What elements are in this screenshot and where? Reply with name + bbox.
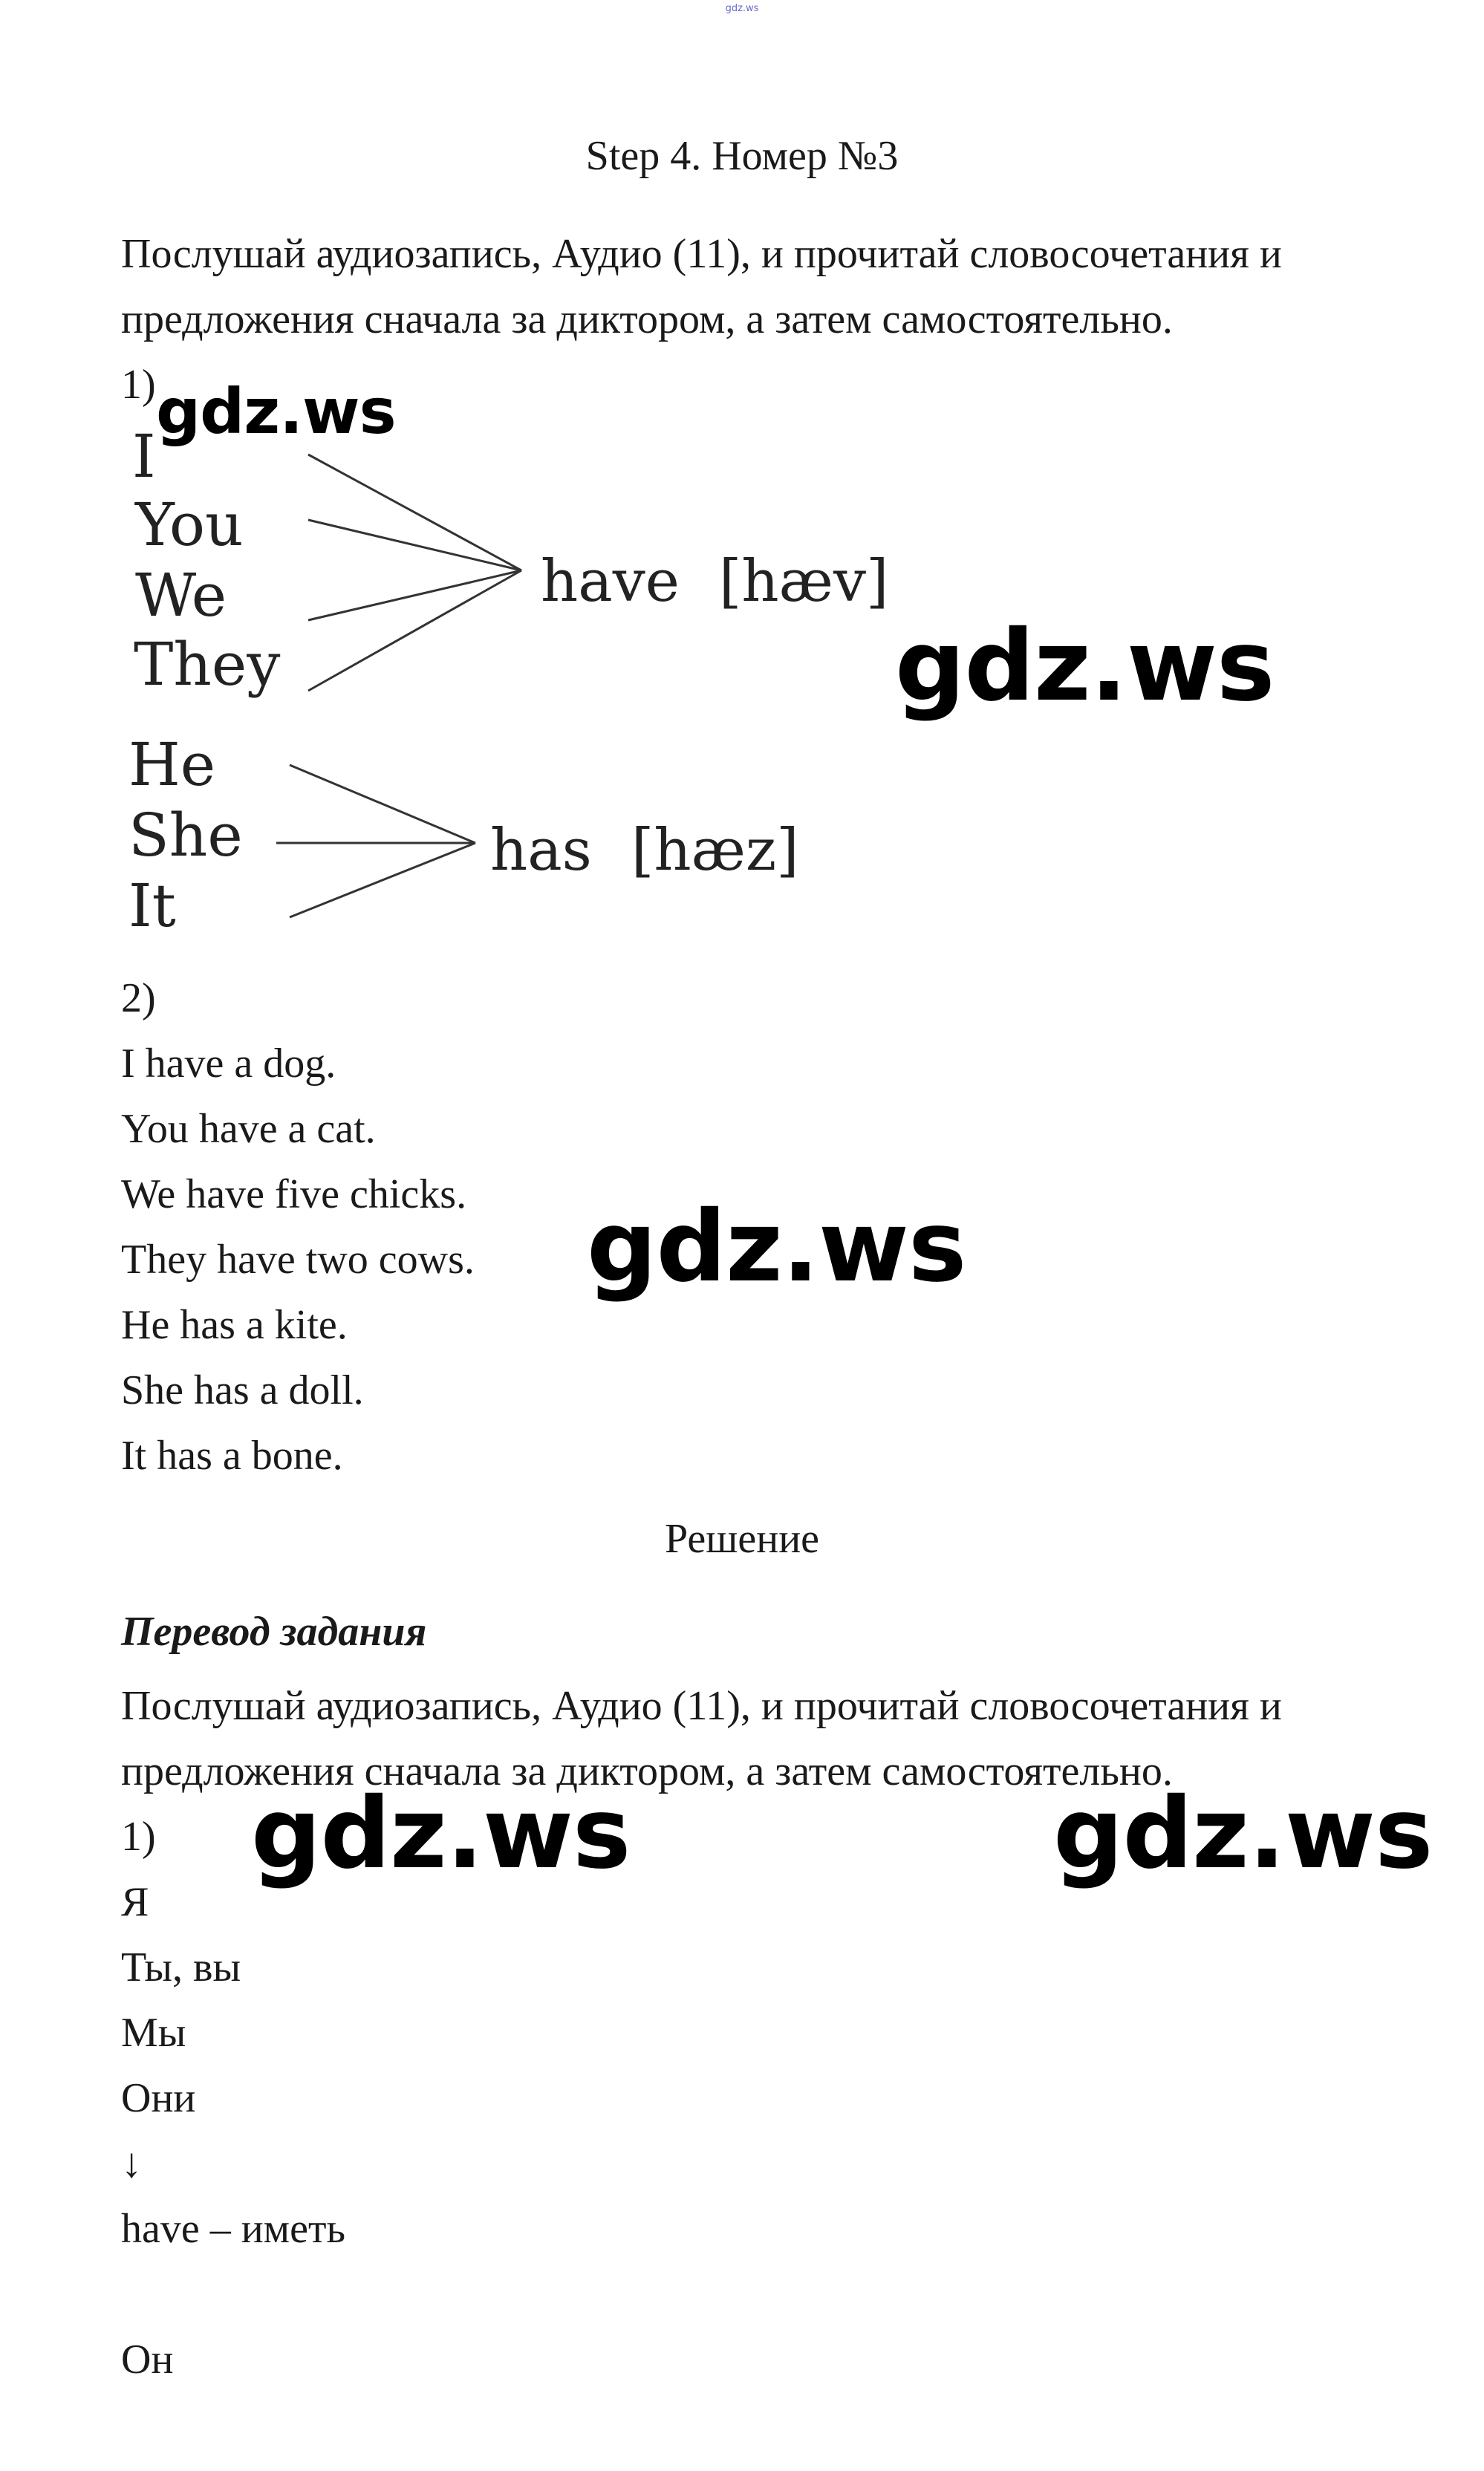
pronoun-i: I [132,422,156,491]
connector-line-we [308,570,521,620]
sentence-4: They have two cows. [121,1237,475,1283]
translation-heading: Перевод задания [121,1609,427,1655]
watermark-1: gdz.ws [156,375,396,448]
part1-label: 1) [121,362,156,408]
sentence-2: You have a cat. [121,1106,376,1152]
transcription-has: [hæz] [631,817,799,884]
ru-pronoun-ya: Я [121,1879,149,1925]
ru-pronoun-on: Он [121,2337,174,2383]
connector-line-i [308,455,521,570]
pronoun-it: It [128,871,176,940]
watermark-2: gdz.ws [895,609,1275,723]
pronoun-they: They [134,630,281,699]
instruction-line-1: Послушай аудиозапись, Аудио (11), и прочитай словосочетания и [121,231,1282,277]
sentence-7: It has a bone. [121,1433,343,1479]
watermark-5: gdz.ws [1053,1777,1433,1891]
sentence-5: He has a kite. [121,1302,348,1348]
page-title: Step 4. Номер №3 [585,133,899,179]
part2-label: 2) [121,975,156,1021]
transcription-have: [hæv] [719,548,889,615]
connector-line-it [290,843,475,917]
verb-have: have [541,548,680,615]
ru-pronoun-oni: Они [121,2075,196,2121]
instruction-line-2: предложения сначала за диктором, а затем самостоятельно. [121,296,1173,342]
tiny-watermark: gdz.ws [725,3,759,14]
pronoun-we: We [135,561,227,630]
watermark-3: gdz.ws [587,1190,966,1304]
down-arrow-icon: ↓ [121,2140,142,2187]
connector-line-they [308,570,521,691]
connector-line-he [290,765,475,843]
pronoun-he: He [128,730,216,799]
ru-pronoun-my: Мы [121,2010,186,2056]
verb-has: has [490,817,592,884]
have-translation: have – иметь [121,2206,345,2252]
pronoun-she: She [128,801,243,870]
sentence-6: She has a doll. [121,1367,364,1413]
solution-part1-label: 1) [121,1814,156,1860]
solution-instruction-line-1: Послушай аудиозапись, Аудио (11), и прочитай словосочетания и [121,1683,1282,1729]
connector-line-you [308,520,521,570]
ru-pronoun-ty-vy: Ты, вы [121,1944,241,1990]
solution-instruction-line-2: предложения сначала за диктором, а затем самостоятельно. [121,1748,1173,1794]
sentence-1: I have a dog. [121,1041,336,1087]
pronoun-you: You [135,490,244,559]
watermark-4: gdz.ws [251,1777,631,1891]
sentence-3: We have five chicks. [121,1171,467,1217]
solution-heading: Решение [664,1516,820,1562]
